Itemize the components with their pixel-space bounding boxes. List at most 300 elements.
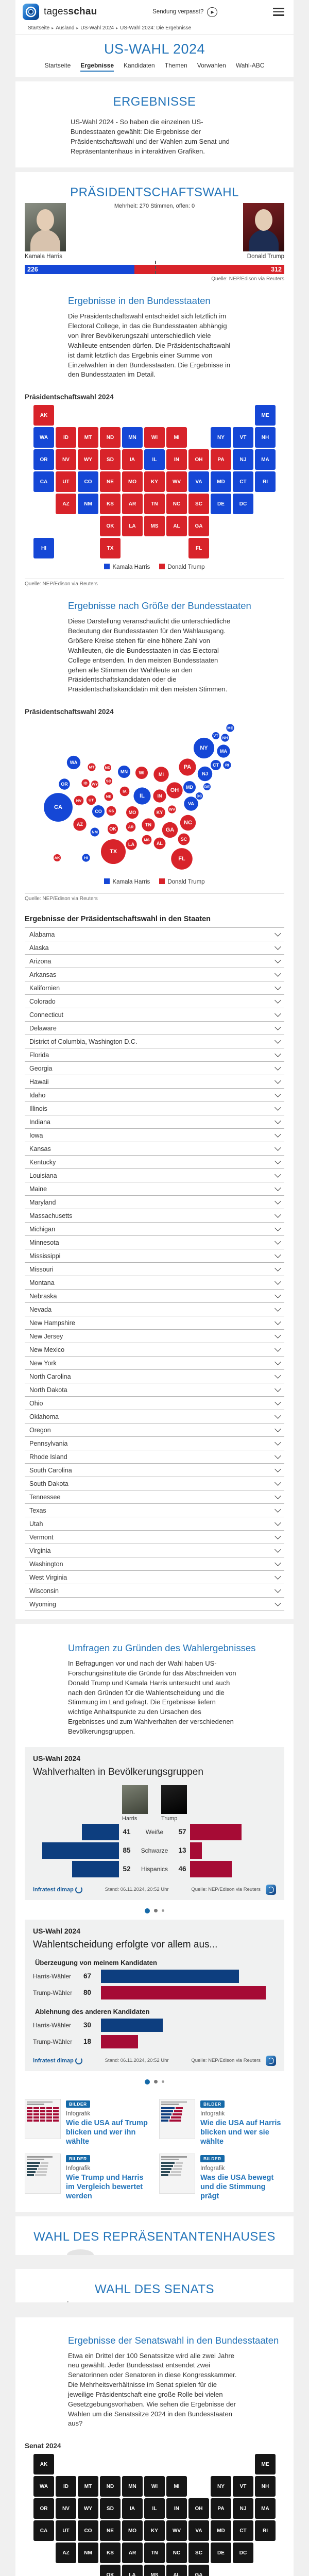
- cartogram-bubble-VA[interactable]: [184, 796, 198, 810]
- state-name: Missouri: [29, 1265, 54, 1273]
- state-tile-NJ[interactable]: NJ: [233, 449, 253, 470]
- chevron-down-icon: [274, 1506, 281, 1513]
- state-tile-PA[interactable]: PA: [211, 2498, 231, 2519]
- cartogram-bubble-ME[interactable]: [226, 724, 234, 732]
- infographic-kicker: US-Wahl 2024: [33, 1754, 81, 1762]
- state-accordion-row[interactable]: [25, 927, 284, 941]
- state-tile-LA[interactable]: LA: [122, 2565, 143, 2576]
- svg-text:WY: WY: [91, 782, 98, 787]
- cartogram-bubble-CA[interactable]: [44, 793, 73, 822]
- cartogram-bubble-WV[interactable]: [168, 805, 176, 813]
- carousel-dot[interactable]: [154, 2080, 158, 2083]
- svg-text:NE: NE: [106, 794, 112, 799]
- state-accordion-row[interactable]: [25, 941, 284, 954]
- bilder-badge: BILDER: [200, 2155, 225, 2162]
- groesse-text: Diese Darstellung veranschaulicht die unterschiedliche Bedeutung der Bundesstaaten für den Wahlausgang. Größere Kreise stehen für eine höhere Zahl von Wahlleuten, die die Bundesstaaten in das Electoral College entsenden. In den meisten Bundesstaaten gehen alle Stimmen der Wahlleute an den Präsidentschaftskandidaten oder die Präsidentschaftskandidatin mit den meisten Stimmen.: [68, 617, 231, 693]
- teaser-grid: [25, 2099, 284, 2212]
- senat-results-map: [33, 2454, 276, 2576]
- state-tile-SC[interactable]: SC: [188, 494, 209, 514]
- state-tile-AK[interactable]: AK: [33, 405, 54, 426]
- state-tile-SD[interactable]: SD: [100, 2498, 121, 2519]
- cartogram-bubble-NE[interactable]: [105, 792, 113, 801]
- teaser-title[interactable]: Wie Trump und Harris im Vergleich bewertet werden: [66, 2174, 144, 2201]
- state-tile-AZ[interactable]: AZ: [56, 494, 76, 514]
- state-accordion-row[interactable]: [25, 1088, 284, 1101]
- tab-wahl-abc[interactable]: Wahl-ABC: [235, 62, 265, 69]
- cartogram-bubble-NH[interactable]: [221, 734, 229, 741]
- state-name: Maryland: [29, 1198, 56, 1206]
- chevron-down-icon: [274, 1359, 281, 1365]
- state-accordion-row[interactable]: [25, 1503, 284, 1517]
- cartogram-bubble-CO[interactable]: [92, 805, 105, 818]
- state-accordion-row[interactable]: [25, 1517, 284, 1530]
- state-tile-MT[interactable]: MT: [78, 427, 98, 448]
- state-accordion-row[interactable]: [25, 1182, 284, 1195]
- state-tile-NY[interactable]: NY: [211, 427, 231, 448]
- cartogram-bubble-AZ[interactable]: [73, 818, 86, 831]
- cartogram-bubble-PA[interactable]: [179, 758, 196, 775]
- state-accordion-row[interactable]: [25, 1155, 284, 1168]
- state-tile-AK[interactable]: AK: [33, 2454, 54, 2475]
- cartogram-bubble-IL[interactable]: [133, 787, 150, 804]
- chevron-down-icon: [274, 1412, 281, 1419]
- svg-text:FL: FL: [178, 856, 185, 862]
- chevron-down-icon: [274, 1037, 281, 1044]
- teaser-title[interactable]: Was die USA bewegt und die Stimmung prägt: [200, 2174, 274, 2201]
- source-note: Quelle: NEP/Edison via Reuters: [191, 1887, 261, 1893]
- cartogram-bubble-GA[interactable]: [162, 822, 178, 838]
- chevron-down-icon: [274, 1452, 281, 1459]
- state-tile-MT[interactable]: MT: [78, 2476, 98, 2497]
- state-tile-OH[interactable]: OH: [188, 449, 209, 470]
- state-tile-DC[interactable]: DC: [233, 2543, 253, 2563]
- state-accordion-row[interactable]: [25, 1262, 284, 1276]
- state-accordion-row[interactable]: [25, 1061, 284, 1075]
- svg-text:KS: KS: [108, 808, 114, 814]
- state-accordion-row[interactable]: [25, 981, 284, 994]
- cartogram-bubble-NY[interactable]: [194, 738, 214, 758]
- state-tile-CA[interactable]: CA: [33, 471, 54, 492]
- state-tile-NV[interactable]: NV: [56, 449, 76, 470]
- state-tile-OH[interactable]: OH: [188, 2498, 209, 2519]
- state-tile-IA[interactable]: IA: [122, 2498, 143, 2519]
- state-name: Alabama: [29, 930, 55, 938]
- cartogram-bubble-NC[interactable]: [180, 815, 196, 831]
- state-tile-KY[interactable]: KY: [144, 2520, 165, 2541]
- state-accordion-row[interactable]: [25, 1369, 284, 1383]
- state-accordion-row[interactable]: [25, 1115, 284, 1128]
- teaser-item[interactable]: [159, 2099, 284, 2146]
- chevron-down-icon: [274, 1305, 281, 1312]
- cartogram-bubble-AK[interactable]: [54, 854, 61, 861]
- page-title: US-WAHL 2024: [104, 41, 205, 57]
- state-tile-MN[interactable]: MN: [122, 2476, 143, 2497]
- cartogram-bubble-FL[interactable]: [171, 848, 193, 870]
- state-accordion-row[interactable]: [25, 1128, 284, 1142]
- cartogram-bubble-SD[interactable]: [105, 777, 112, 785]
- state-tile-SD[interactable]: SD: [100, 449, 121, 470]
- state-tile-CT[interactable]: CT: [233, 471, 253, 492]
- state-accordion-row[interactable]: [25, 1490, 284, 1503]
- state-tile-MA[interactable]: MA: [255, 449, 276, 470]
- state-tile-OR[interactable]: OR: [33, 2498, 54, 2519]
- state-accordion-row[interactable]: [25, 1289, 284, 1302]
- teaser-item[interactable]: [159, 2154, 284, 2201]
- state-tile-SC[interactable]: SC: [188, 2543, 209, 2563]
- svg-text:RI: RI: [225, 762, 229, 768]
- us-results-map: [33, 405, 276, 558]
- cartogram-bubble-ID[interactable]: [81, 779, 89, 787]
- cartogram-bubble-NM[interactable]: [91, 828, 99, 837]
- section-title-senat: WAHL DES SENATS: [95, 2282, 214, 2296]
- cartogram-bubble-UT[interactable]: [87, 795, 96, 805]
- svg-text:IN: IN: [157, 793, 162, 799]
- state-name: Oklahoma: [29, 1413, 59, 1420]
- state-tile-AZ[interactable]: AZ: [56, 2543, 76, 2563]
- cartogram-bubble-OK[interactable]: [108, 824, 118, 834]
- state-accordion-row[interactable]: [25, 1530, 284, 1544]
- state-tile-VA[interactable]: VA: [188, 471, 209, 492]
- state-accordion-row[interactable]: [25, 1316, 284, 1329]
- state-tile-OR[interactable]: OR: [33, 449, 54, 470]
- state-tile-AL[interactable]: AL: [166, 516, 187, 536]
- svg-text:AL: AL: [157, 841, 163, 846]
- state-accordion-row[interactable]: [25, 1222, 284, 1235]
- state-tile-NM[interactable]: NM: [78, 2543, 98, 2563]
- cartogram-bubble-AR[interactable]: [126, 822, 136, 832]
- teaser-thumbnail[interactable]: [25, 2154, 61, 2194]
- state-tile-NE[interactable]: NE: [100, 471, 121, 492]
- demographic-row: 41 Weiße 57: [33, 1824, 276, 1840]
- state-tile-HI[interactable]: HI: [33, 538, 54, 558]
- tab-themen[interactable]: Themen: [164, 62, 187, 69]
- cartogram-bubble-OR[interactable]: [59, 778, 70, 789]
- svg-text:AZ: AZ: [77, 822, 83, 827]
- state-name: Rhode Island: [29, 1453, 67, 1461]
- state-accordion-row[interactable]: [25, 1142, 284, 1155]
- state-tile-WI[interactable]: WI: [144, 427, 165, 448]
- state-tile-UT[interactable]: UT: [56, 2520, 76, 2541]
- state-tile-WI[interactable]: WI: [144, 2476, 165, 2497]
- state-accordion-row[interactable]: [25, 1584, 284, 1597]
- state-tile-TN[interactable]: TN: [144, 494, 165, 514]
- breadcrumb-item[interactable]: Startseite: [28, 25, 50, 31]
- tab-ergebnisse[interactable]: Ergebnisse: [80, 62, 114, 72]
- state-tile-TN[interactable]: TN: [144, 2543, 165, 2563]
- state-tile-WA[interactable]: WA: [33, 2476, 54, 2497]
- state-accordion-row[interactable]: [25, 1477, 284, 1490]
- cartogram-bubble-MA[interactable]: [217, 744, 230, 757]
- tab-startseite[interactable]: Startseite: [44, 62, 71, 69]
- infographic-kicker: US-Wahl 2024: [33, 1926, 81, 1935]
- state-tile-AR[interactable]: AR: [122, 2543, 143, 2563]
- state-accordion-row[interactable]: [25, 954, 284, 968]
- play-icon[interactable]: ▶: [207, 7, 217, 17]
- state-accordion-row[interactable]: [25, 1302, 284, 1316]
- state-accordion-row[interactable]: [25, 1329, 284, 1343]
- state-tile-RI[interactable]: RI: [255, 2520, 276, 2541]
- carousel-dot[interactable]: [154, 1909, 158, 1912]
- infographic-wahlverhalten: [25, 1747, 284, 1900]
- state-accordion-row[interactable]: [25, 968, 284, 981]
- state-tile-MO[interactable]: MO: [122, 2520, 143, 2541]
- cartogram-bubble-CT[interactable]: [211, 760, 221, 770]
- cartogram-bubble-AL[interactable]: [154, 838, 166, 850]
- svg-text:IL: IL: [140, 793, 145, 800]
- state-tile-RI[interactable]: RI: [255, 471, 276, 492]
- state-tile-CA[interactable]: CA: [33, 2520, 54, 2541]
- state-name: Texas: [29, 1506, 46, 1514]
- cartogram-bubble-MI[interactable]: [153, 767, 168, 782]
- state-tile-ND[interactable]: ND: [100, 427, 121, 448]
- state-tile-LA[interactable]: LA: [122, 516, 143, 536]
- state-name: West Virginia: [29, 1573, 67, 1581]
- cartogram-bubble-IA[interactable]: [120, 787, 130, 796]
- carousel-dot[interactable]: [162, 1909, 164, 1912]
- state-name: Oregon: [29, 1426, 51, 1434]
- cartogram-bubble-DC[interactable]: [196, 792, 203, 800]
- state-tile-WV[interactable]: WV: [166, 471, 187, 492]
- cartogram-bubble-KS[interactable]: [107, 806, 116, 816]
- hub-tab-nav: [15, 62, 294, 77]
- teaser-title[interactable]: Wie die USA auf Harris blicken und wer sie wählte: [200, 2119, 281, 2146]
- state-tile-WY[interactable]: WY: [78, 2498, 98, 2519]
- chevron-down-icon: [274, 1600, 281, 1606]
- tab-vorwahlen[interactable]: Vorwahlen: [197, 62, 226, 69]
- state-accordion-row[interactable]: [25, 1075, 284, 1088]
- cartogram-bubble-SC[interactable]: [178, 834, 190, 845]
- state-tile-NV[interactable]: NV: [56, 2498, 76, 2519]
- teaser-thumbnail[interactable]: [159, 2099, 195, 2139]
- carousel-dot[interactable]: [145, 1908, 150, 1913]
- teaser-thumbnail[interactable]: [25, 2099, 61, 2139]
- cartogram-bubble-WI[interactable]: [135, 767, 148, 779]
- state-tile-UT[interactable]: UT: [56, 471, 76, 492]
- legend-item: Donald Trump: [159, 878, 204, 885]
- cartogram-bubble-IN[interactable]: [153, 789, 166, 802]
- cartogram-bubble-HI[interactable]: [82, 854, 90, 861]
- state-tile-AL[interactable]: AL: [166, 2565, 187, 2576]
- state-tile-MN[interactable]: MN: [122, 427, 143, 448]
- carousel-dot[interactable]: [162, 2080, 164, 2083]
- svg-text:ID: ID: [83, 781, 88, 786]
- state-tile-WV[interactable]: WV: [166, 2520, 187, 2541]
- state-tile-KY[interactable]: KY: [144, 471, 165, 492]
- svg-text:TN: TN: [145, 822, 151, 828]
- chevron-down-icon: [274, 1519, 281, 1526]
- breadcrumb-item[interactable]: US-Wahl 2024: [80, 25, 114, 31]
- svg-text:AK: AK: [54, 855, 60, 860]
- chevron-down-icon: [274, 1131, 281, 1138]
- chevron-down-icon: [274, 1278, 281, 1285]
- state-tile-ND[interactable]: ND: [100, 2476, 121, 2497]
- state-tile-PA[interactable]: PA: [211, 449, 231, 470]
- chevron-down-icon: [274, 1077, 281, 1084]
- electoral-cartogram: [21, 719, 288, 873]
- menu-icon[interactable]: [273, 8, 284, 16]
- state-name: Colorado: [29, 997, 56, 1005]
- state-name: Maine: [29, 1185, 47, 1193]
- cartogram-bubble-NV[interactable]: [74, 796, 84, 806]
- state-accordion-row[interactable]: [25, 1168, 284, 1182]
- state-tile-VT[interactable]: VT: [233, 2476, 253, 2497]
- brand-wordmark[interactable]: tagesschau: [44, 6, 97, 17]
- state-tile-NY[interactable]: NY: [211, 2476, 231, 2497]
- teaser-title[interactable]: Wie die USA auf Trump blicken und wer ihn wählte: [66, 2119, 148, 2146]
- state-tile-ME[interactable]: ME: [255, 2454, 276, 2475]
- state-tile-ID[interactable]: ID: [56, 2476, 76, 2497]
- state-accordion-row[interactable]: [25, 1570, 284, 1584]
- state-tile-GA[interactable]: GA: [188, 2565, 209, 2576]
- cartogram-bubble-WA[interactable]: [67, 756, 80, 769]
- state-tile-MO[interactable]: MO: [122, 471, 143, 492]
- svg-text:NY: NY: [200, 745, 208, 752]
- cartogram-bubble-LA[interactable]: [126, 839, 136, 850]
- cartogram-bubble-KY[interactable]: [154, 807, 165, 818]
- state-tile-VT[interactable]: VT: [233, 427, 253, 448]
- state-tile-NM[interactable]: NM: [78, 494, 98, 514]
- cartogram-bubble-DE[interactable]: [203, 783, 211, 790]
- carousel-dot[interactable]: [145, 2079, 150, 2084]
- state-tile-IA[interactable]: IA: [122, 449, 143, 470]
- breadcrumb-item[interactable]: US-Wahl 2024: Die Ergebnisse: [120, 25, 192, 31]
- chevron-down-icon: [274, 1171, 281, 1178]
- state-tile-OK[interactable]: OK: [100, 2565, 121, 2576]
- state-accordion-row[interactable]: [25, 1423, 284, 1436]
- state-tile-IN[interactable]: IN: [166, 2498, 187, 2519]
- cartogram-bubble-NJ[interactable]: [198, 767, 212, 781]
- state-tile-MI[interactable]: MI: [166, 427, 187, 448]
- cartogram-bubble-MN[interactable]: [118, 766, 130, 778]
- state-tile-AR[interactable]: AR: [122, 494, 143, 514]
- state-tile-NC[interactable]: NC: [166, 494, 187, 514]
- cartogram-bubble-TN[interactable]: [142, 818, 154, 831]
- state-tile-MD[interactable]: MD: [211, 471, 231, 492]
- state-tile-MI[interactable]: MI: [166, 2476, 187, 2497]
- state-tile-ID[interactable]: ID: [56, 427, 76, 448]
- state-accordion-row[interactable]: [25, 1101, 284, 1115]
- state-tile-NH[interactable]: NH: [255, 427, 276, 448]
- state-accordion-row[interactable]: [25, 1195, 284, 1209]
- cartogram-bubble-RI[interactable]: [223, 761, 231, 769]
- state-accordion-row[interactable]: [25, 1383, 284, 1396]
- state-accordion-row[interactable]: [25, 1436, 284, 1450]
- cartogram-bubble-OH[interactable]: [166, 782, 182, 798]
- state-tile-IL[interactable]: IL: [144, 449, 165, 470]
- state-accordion-row[interactable]: [25, 1235, 284, 1249]
- state-tile-KS[interactable]: KS: [100, 494, 121, 514]
- cartogram-bubble-ND[interactable]: [104, 764, 111, 771]
- svg-text:NM: NM: [92, 829, 98, 835]
- teaser-thumbnail[interactable]: [159, 2154, 195, 2194]
- svg-text:HI: HI: [84, 855, 88, 860]
- state-name: South Carolina: [29, 1466, 72, 1474]
- state-accordion-row[interactable]: [25, 1048, 284, 1061]
- cartogram-bubble-MT[interactable]: [88, 763, 95, 771]
- state-tile-DE[interactable]: DE: [211, 2543, 231, 2563]
- section-title-repraesentantenhaus: WAHL DES REPRÄSENTANTENHAUSES: [33, 2229, 276, 2244]
- state-accordion-row[interactable]: [25, 994, 284, 1008]
- cartogram-bubble-MS[interactable]: [142, 835, 152, 845]
- state-tile-CO[interactable]: CO: [78, 2520, 98, 2541]
- svg-text:MS: MS: [144, 837, 150, 842]
- state-accordion-row[interactable]: [25, 1450, 284, 1463]
- state-tile-OK[interactable]: OK: [100, 516, 121, 536]
- state-tile-MS[interactable]: MS: [144, 516, 165, 536]
- state-tile-IL[interactable]: IL: [144, 2498, 165, 2519]
- state-tile-MD[interactable]: MD: [211, 2520, 231, 2541]
- state-tile-WY[interactable]: WY: [78, 449, 98, 470]
- state-tile-CO[interactable]: CO: [78, 471, 98, 492]
- state-tile-NE[interactable]: NE: [100, 2520, 121, 2541]
- state-accordion-row[interactable]: [25, 1276, 284, 1289]
- state-accordion-row[interactable]: [25, 1410, 284, 1423]
- state-tile-DE[interactable]: DE: [211, 494, 231, 514]
- cartogram-bubble-VT[interactable]: [212, 732, 219, 739]
- state-accordion-row[interactable]: [25, 1035, 284, 1048]
- teaser-item[interactable]: [25, 2099, 150, 2146]
- chevron-down-icon: [274, 1184, 281, 1191]
- state-tile-GA[interactable]: GA: [188, 516, 209, 536]
- breadcrumb[interactable]: [15, 23, 294, 35]
- tab-kandidaten[interactable]: Kandidaten: [124, 62, 155, 69]
- state-tile-CT[interactable]: CT: [233, 2520, 253, 2541]
- state-accordion-row[interactable]: [25, 1597, 284, 1611]
- state-accordion-row[interactable]: [25, 1209, 284, 1222]
- state-accordion-row[interactable]: [25, 1249, 284, 1262]
- state-tile-NJ[interactable]: NJ: [233, 2498, 253, 2519]
- cartogram-bubble-TX[interactable]: [101, 839, 126, 864]
- state-tile-MA[interactable]: MA: [255, 2498, 276, 2519]
- ergebnisse-intro: US-Wahl 2024 - So haben die einzelnen US-Bundesstaaten gewählt: Die Ergebnisse der Präsidentschaftswahl und der Wahlen zum Senat und Repräsentantenhaus in interaktiven Grafiken.: [71, 118, 230, 155]
- state-tile-TX[interactable]: TX: [100, 538, 121, 558]
- bilder-badge: BILDER: [200, 2100, 225, 2108]
- cartogram-bubble-MD[interactable]: [183, 781, 196, 793]
- sendung-verpasst-link[interactable]: Sendung verpasst?: [152, 9, 204, 15]
- infographic-title: Wahlverhalten in Bevölkerungsgruppen: [33, 1766, 203, 1777]
- state-accordion-row[interactable]: [25, 1396, 284, 1410]
- state-accordion-row[interactable]: [25, 1008, 284, 1021]
- chevron-down-icon: [274, 1251, 281, 1258]
- state-accordion-row[interactable]: [25, 1544, 284, 1557]
- state-name: Alaska: [29, 944, 49, 952]
- state-accordion-row[interactable]: [25, 1463, 284, 1477]
- state-accordion-row[interactable]: [25, 1343, 284, 1356]
- state-tile-DC[interactable]: DC: [233, 494, 253, 514]
- cartogram-bubble-WY[interactable]: [91, 781, 98, 788]
- tagesschau-logo[interactable]: [23, 4, 39, 20]
- state-tile-VA[interactable]: VA: [188, 2520, 209, 2541]
- state-accordion-row[interactable]: [25, 1356, 284, 1369]
- state-tile-NC[interactable]: NC: [166, 2543, 187, 2563]
- state-tile-FL[interactable]: FL: [188, 538, 209, 558]
- state-name: Massachusetts: [29, 1212, 73, 1219]
- state-tile-NH[interactable]: NH: [255, 2476, 276, 2497]
- state-accordion-row[interactable]: [25, 1557, 284, 1570]
- chevron-down-icon: [274, 1493, 281, 1499]
- state-tile-KS[interactable]: KS: [100, 2543, 121, 2563]
- cartogram-bubble-MO[interactable]: [126, 806, 139, 819]
- state-tile-IN[interactable]: IN: [166, 449, 187, 470]
- state-tile-ME[interactable]: ME: [255, 405, 276, 426]
- chevron-down-icon: [274, 1211, 281, 1218]
- breadcrumb-item[interactable]: Ausland: [56, 25, 75, 31]
- teaser-item[interactable]: [25, 2154, 150, 2201]
- state-accordion-row[interactable]: [25, 1021, 284, 1035]
- state-tile-WA[interactable]: WA: [33, 427, 54, 448]
- state-tile-MS[interactable]: MS: [144, 2565, 165, 2576]
- chevron-down-icon: [274, 1479, 281, 1486]
